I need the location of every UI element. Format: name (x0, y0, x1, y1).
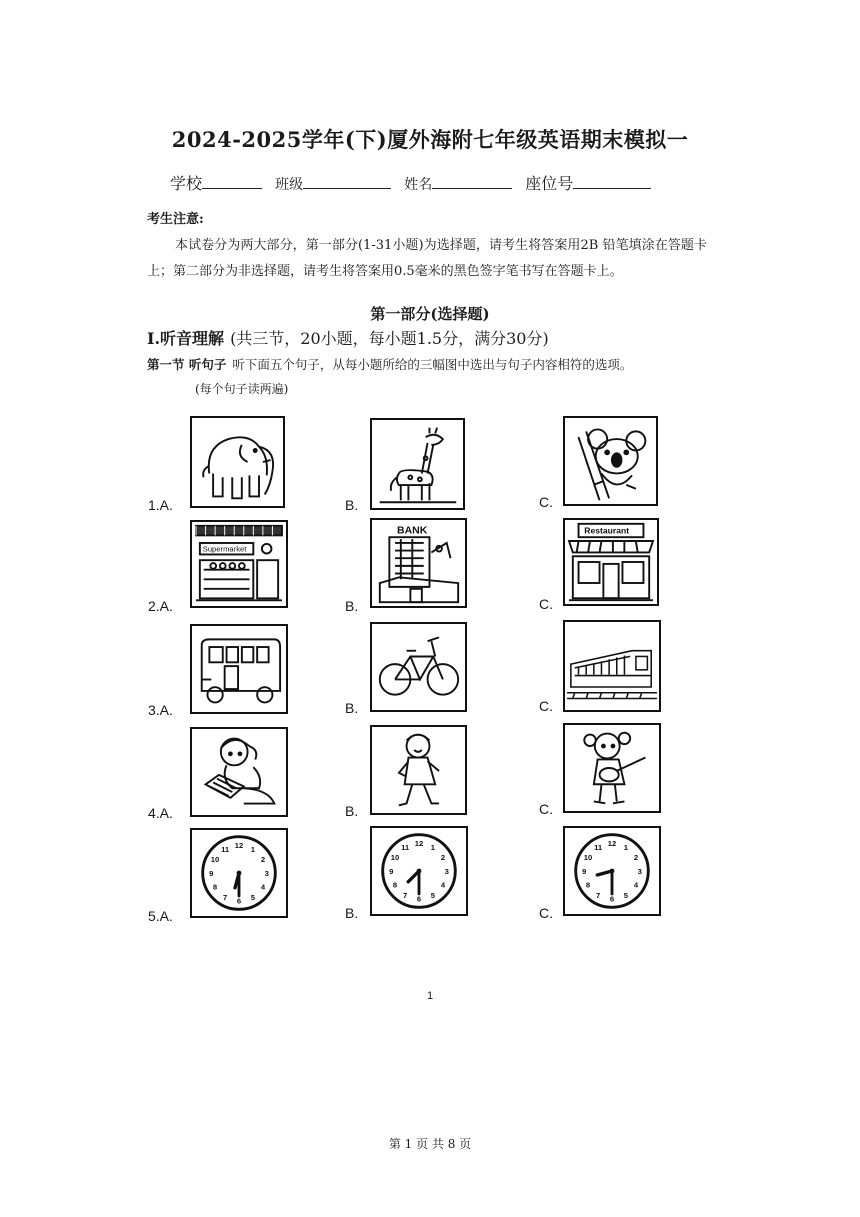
q2-label-a: 2.A. (148, 598, 173, 614)
clock-number: 11 (221, 844, 230, 854)
q5c-clock-picture (563, 826, 661, 916)
q4-label-c: C. (539, 801, 553, 817)
girl-playing-guitar-picture (563, 723, 661, 813)
student-info-row (170, 171, 659, 194)
page-footer: 第 1 页 共 8 页 (388, 1137, 472, 1151)
clock-number: 10 (390, 853, 400, 863)
clock-number: 9 (209, 868, 214, 878)
q3-label-c: C. (539, 698, 553, 714)
girl-reading-picture (190, 727, 288, 817)
part-one-heading: 第一部分(选择题) (370, 305, 490, 323)
q5-label-c: C. (539, 905, 553, 921)
train-picture (563, 620, 661, 712)
restaurant-picture (563, 518, 659, 606)
clock-number: 9 (582, 866, 587, 876)
clock-number: 1 (250, 844, 255, 854)
q3-label-b: B. (345, 700, 359, 716)
clock-number: 5 (250, 892, 255, 902)
supermarket-picture (190, 520, 288, 608)
clock-number: 4 (633, 880, 639, 890)
giraffe-picture (370, 418, 465, 510)
name-label: 姓名 (404, 177, 433, 193)
clock-number: 2 (260, 855, 266, 865)
clock-number: 12 (607, 839, 617, 849)
q3-label-a: 3.A. (148, 702, 173, 718)
q2-label-c: C. (539, 596, 553, 612)
clock-number: 7 (596, 890, 601, 900)
subsection-one-instruction: 听下面五个句子，从每小题所给的三幅图中选出与句子内容相符的选项。 (232, 357, 633, 372)
notice-body: 本试卷分为两大部分，第一部分(1-31小题)为选择题，请考生将答案用2B 铅笔填涂在答题卡上；第二部分为非选择题，请考生将答案用0.5毫米的黑色签字笔书写在答题卡上。 (147, 238, 707, 279)
clock-number: 2 (440, 853, 446, 863)
q1-label-c: C. (539, 494, 553, 510)
bank-picture (370, 518, 467, 608)
clock-number: 5 (623, 890, 628, 900)
class-blank (303, 174, 391, 189)
clock-center (237, 871, 242, 876)
clock-number: 10 (583, 853, 593, 863)
clock-center (417, 869, 422, 874)
clock-number: 6 (609, 894, 615, 904)
subsection-one-label: 第一节 听句子 (147, 357, 227, 372)
girl-singing-picture (370, 725, 467, 815)
bus-picture (190, 624, 288, 714)
q5-label-a: 5.A. (148, 908, 173, 924)
clock-number: 11 (594, 842, 603, 852)
clock-number: 6 (236, 896, 242, 906)
clock-number: 4 (440, 880, 446, 890)
q2-label-b: B. (345, 598, 359, 614)
clock-center (610, 869, 615, 874)
clock-number: 12 (234, 841, 244, 851)
clock-number: 6 (416, 894, 422, 904)
clock-number: 9 (389, 866, 394, 876)
q4-label-b: B. (345, 803, 359, 819)
q5-label-b: B. (345, 905, 359, 921)
svg-text:Restaurant: Restaurant (584, 525, 630, 536)
clock-number: 11 (401, 842, 410, 852)
notice-heading: 考生注意: (147, 212, 204, 227)
section-one-detail: (共三节，20小题，每小题1.5分，满分30分) (230, 329, 549, 348)
bicycle-picture (370, 622, 467, 712)
svg-text:Supermarket: Supermarket (202, 544, 247, 554)
name-blank (432, 174, 512, 189)
clock-number: 4 (260, 882, 266, 892)
q4-label-a: 4.A. (148, 805, 173, 821)
clock-number: 12 (414, 839, 424, 849)
subsection-one-note: (每个句子读两遍) (195, 382, 289, 396)
clock-number: 3 (264, 868, 269, 878)
svg-text:BANK: BANK (397, 524, 428, 537)
section-one-heading (147, 326, 549, 349)
exam-title: 2024-2025学年(下)厦外海附七年级英语期末模拟一 (171, 127, 689, 152)
q1-label-b: B. (345, 497, 359, 513)
clock-number: 8 (585, 880, 591, 890)
seat-label: 座位号 (525, 174, 574, 193)
subsection-one-heading (147, 355, 632, 373)
q1-label-a: 1.A. (148, 497, 173, 513)
clock-number: 8 (392, 880, 398, 890)
clock-number: 7 (403, 890, 408, 900)
school-blank (202, 174, 262, 189)
school-label: 学校 (170, 174, 203, 193)
q5a-clock-picture (190, 828, 288, 918)
class-label: 班级 (275, 177, 304, 193)
clock-number: 10 (210, 855, 220, 865)
clock-number: 1 (430, 842, 435, 852)
clock-number: 7 (223, 892, 228, 902)
clock-number: 2 (633, 853, 639, 863)
clock-number: 3 (637, 866, 642, 876)
page-number: 1 (426, 990, 434, 1002)
q5b-clock-picture (370, 826, 468, 916)
seat-blank (573, 174, 651, 189)
clock-number: 5 (430, 890, 435, 900)
koala-picture (563, 416, 658, 506)
clock-number: 8 (212, 882, 218, 892)
section-one-label: I.听音理解 (147, 329, 225, 348)
clock-number: 1 (623, 842, 628, 852)
clock-number: 3 (444, 866, 449, 876)
elephant-picture (190, 416, 285, 508)
